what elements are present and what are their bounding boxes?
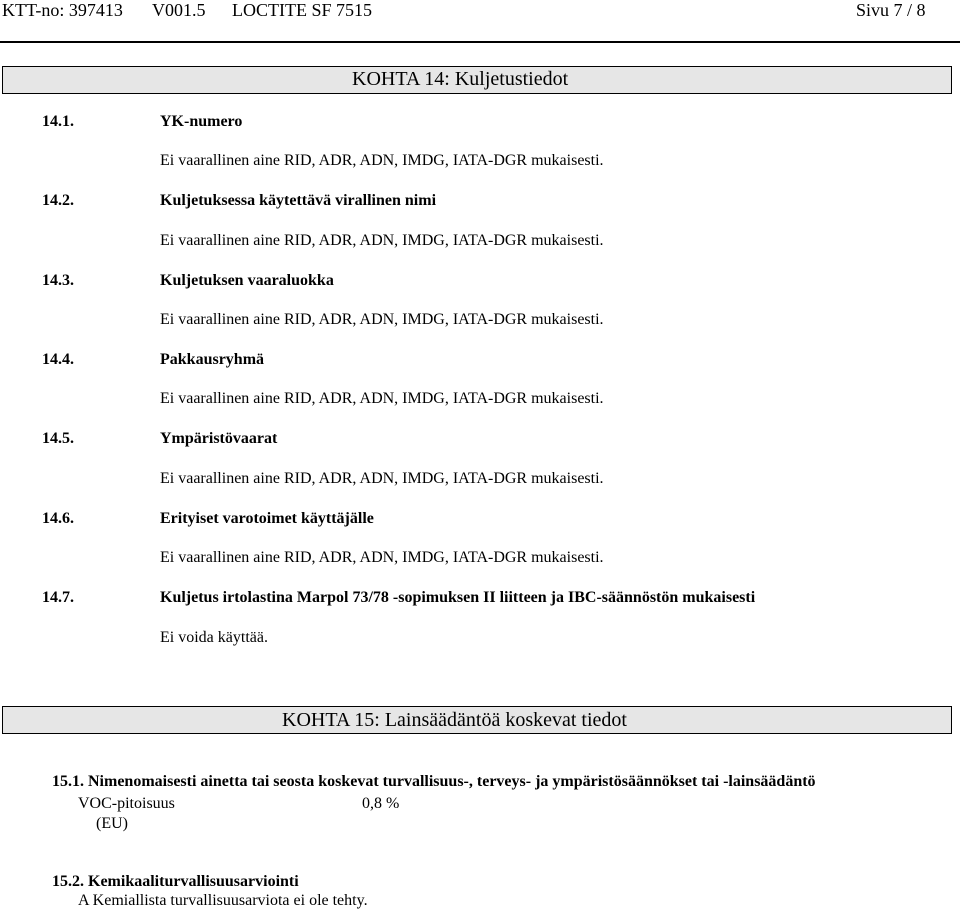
- item-number: 14.1.: [42, 113, 74, 130]
- item-number: 14.4.: [42, 351, 74, 368]
- ktt-number: KTT-no: 397413: [2, 0, 123, 20]
- subsection-15-2-heading: 15.2. Kemikaaliturvallisuusarviointi: [52, 873, 299, 890]
- item-number: 14.5.: [42, 430, 74, 447]
- item-number: 14.7.: [42, 589, 74, 606]
- item-value: Ei vaarallinen aine RID, ADR, ADN, IMDG, IATA-DGR mukaisesti.: [160, 549, 604, 566]
- section-14-title: KOHTA 14: Kuljetustiedot: [352, 68, 569, 90]
- subsection-15-2-text: A Kemiallista turvallisuusarviota ei ole tehty.: [78, 892, 368, 909]
- item-label: YK-numero: [160, 113, 243, 130]
- item-label: Ympäristövaarat: [160, 430, 278, 447]
- item-number: 14.2.: [42, 192, 74, 209]
- item-label: Kuljetuksen vaaraluokka: [160, 272, 334, 289]
- voc-label: VOC-pitoisuus: [78, 795, 175, 812]
- voc-label-eu: (EU): [96, 815, 128, 832]
- item-label: Kuljetus irtolastina Marpol 73/78 -sopimuksen II liitteen ja IBC-säännöstön mukaisesti: [160, 589, 756, 606]
- subsection-15-1-heading: 15.1. Nimenomaisesti ainetta tai seosta koskevat turvallisuus-, terveys- ja ympäristösäännökset tai -lainsäädäntö: [52, 773, 816, 790]
- item-value: Ei vaarallinen aine RID, ADR, ADN, IMDG, IATA-DGR mukaisesti.: [160, 390, 604, 407]
- item-value: Ei vaarallinen aine RID, ADR, ADN, IMDG, IATA-DGR mukaisesti.: [160, 232, 604, 249]
- product-name: LOCTITE SF 7515: [232, 0, 373, 20]
- section-15-title: KOHTA 15: Lainsäädäntöä koskevat tiedot: [282, 709, 627, 731]
- item-number: 14.3.: [42, 272, 74, 289]
- item-value: Ei vaarallinen aine RID, ADR, ADN, IMDG, IATA-DGR mukaisesti.: [160, 311, 604, 328]
- item-number: 14.6.: [42, 510, 74, 527]
- voc-value: 0,8 %: [362, 795, 400, 812]
- version: V001.5: [152, 0, 206, 20]
- page-number: Sivu 7 / 8: [856, 0, 926, 20]
- item-label: Kuljetuksessa käytettävä virallinen nimi: [160, 192, 437, 209]
- item-label: Erityiset varotoimet käyttäjälle: [160, 510, 374, 527]
- item-value: Ei vaarallinen aine RID, ADR, ADN, IMDG, IATA-DGR mukaisesti.: [160, 152, 604, 169]
- header-rule: [0, 41, 960, 43]
- item-value: Ei vaarallinen aine RID, ADR, ADN, IMDG, IATA-DGR mukaisesti.: [160, 470, 604, 487]
- item-value: Ei voida käyttää.: [160, 629, 268, 646]
- item-label: Pakkausryhmä: [160, 351, 265, 368]
